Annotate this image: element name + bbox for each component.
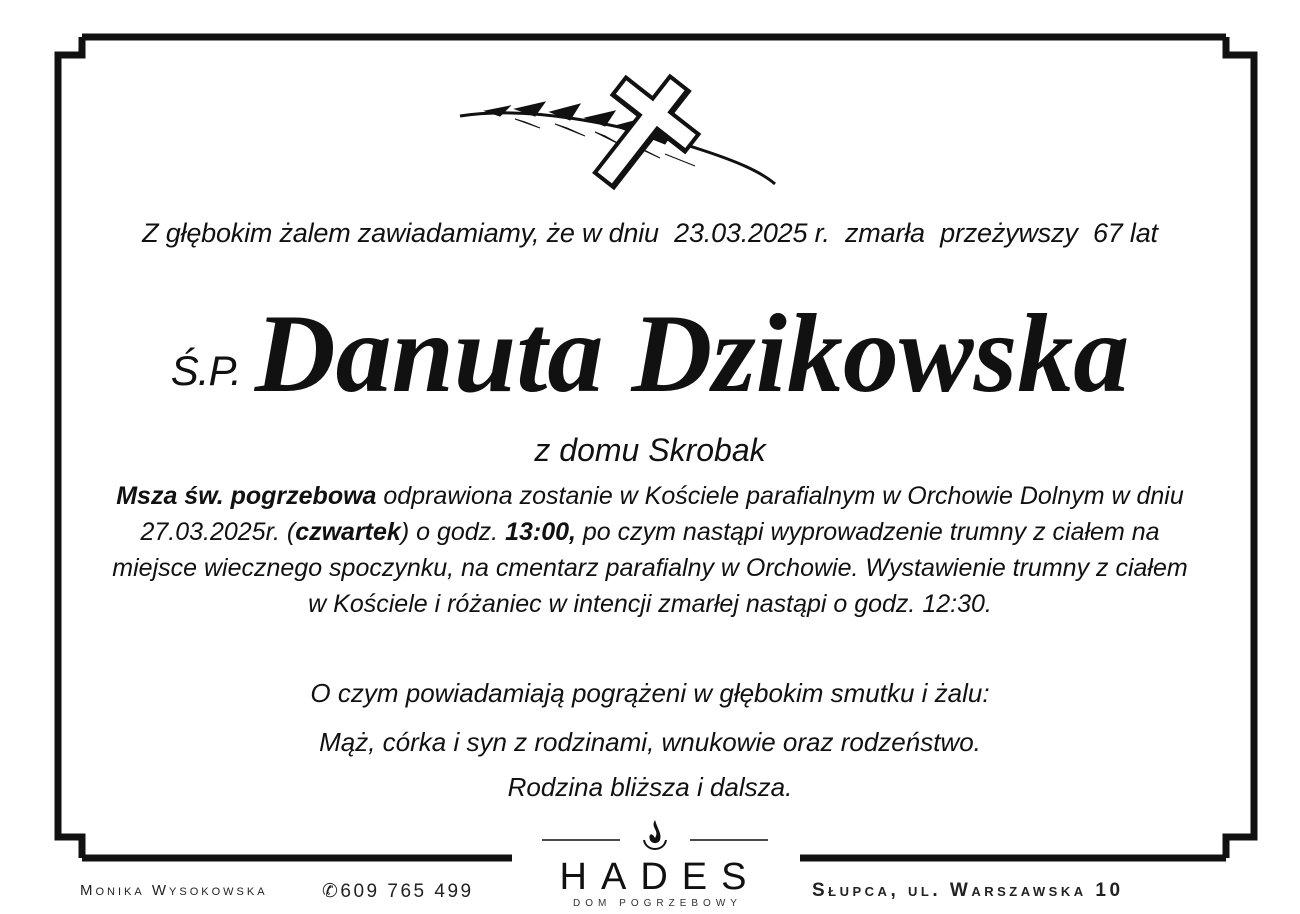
name-prefix: Ś.P. <box>170 347 241 394</box>
logo-subtitle: DOM POGRZEBOWY <box>573 898 742 909</box>
phone-icon: ✆ <box>322 881 341 902</box>
phone-value: 609 765 499 <box>340 881 474 902</box>
intro-died: zmarła <box>845 218 925 248</box>
death-date: 23.03.2025 r. <box>674 218 830 248</box>
flame-icon <box>540 818 770 858</box>
closing-line-2: Mąż, córka i syn z rodzinami, wnukowie oraz rodzeństwo. <box>319 727 981 757</box>
announcement-intro <box>60 218 1240 249</box>
deceased-name-line <box>60 290 1240 419</box>
logo-name: HADES <box>559 856 761 898</box>
closing-line-3: Rodzina bliższa i dalsza. <box>507 772 793 802</box>
funeral-details <box>100 478 1200 622</box>
mass-label: Msza św. pogrzebowa <box>116 482 377 510</box>
funeral-text-2: ) o godz. <box>400 518 506 546</box>
funeral-text-3: po czym nastąpi wyprowadzenie trumny z ciałem na miejsce wiecznego spoczynku, na cmentarz parafialny w Orchowie. Wystawienie trumny z ciałem w Kościele i różaniec w intencji zmarłej nastąpi o godz. 12:30. <box>112 518 1188 618</box>
maiden-name: z domu Skrobak <box>534 432 766 468</box>
closing-line-1: O czym powiadamiają pogrążeni w głębokim smutku i żalu: <box>310 678 990 708</box>
intro-text: Z głębokim żalem zawiadamiamy, że w dniu <box>142 218 659 248</box>
age: 67 lat <box>1092 218 1158 248</box>
deceased-name: Danuta Dzikowska <box>254 292 1130 416</box>
weekday: czwartek <box>295 518 401 546</box>
intro-having-lived: przeżywszy <box>940 218 1078 248</box>
cross-with-palm-icon <box>455 66 785 196</box>
hades-logo <box>540 818 770 912</box>
funeral-time: 13:00, <box>505 518 576 546</box>
contact-name: Monika Wysokowska <box>80 882 268 899</box>
address: Słupca, ul. Warszawska 10 <box>812 880 1124 901</box>
phone-number <box>322 880 474 903</box>
funeral-text-1: odprawiona zostanie w Kościele parafialnym w Orchowie Dolnym w dniu 27.03.2025r. ( <box>140 482 1184 546</box>
